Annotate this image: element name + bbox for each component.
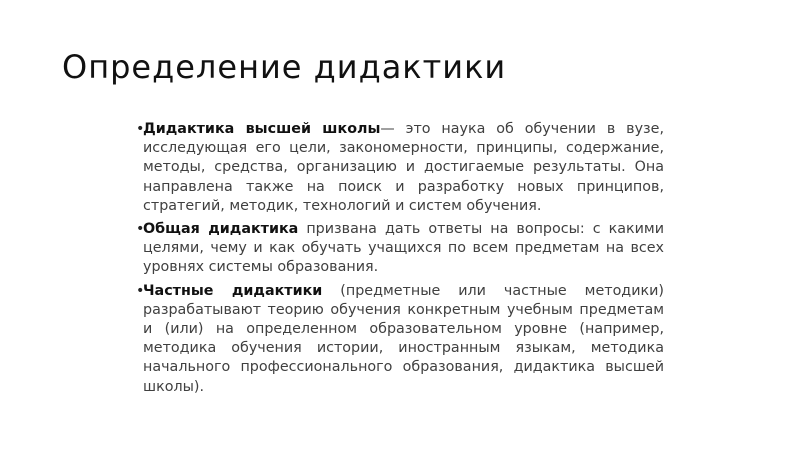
- bullet-higher-school-didactics: [136, 120, 664, 216]
- bullet-particular-didactics: [136, 282, 664, 397]
- bullet-general-didactics: [136, 220, 664, 278]
- bullet-text: (предметные или частные методики) разрабатывают теорию обучения конкретным учебным предметам и (или) на определенном образовательном уровне (например, методика обучения истории, иностранным языкам, методика начального профессионального образования, дидактика высшей школы).: [143, 282, 664, 395]
- slide-title: Определение дидактики: [62, 48, 507, 86]
- bullet-marker: •: [136, 221, 145, 238]
- bullet-text: призвана дать ответы на вопросы: с какими целями, чему и как обучать учащихся по всем предметам на всех уровнях системы образования.: [143, 221, 664, 276]
- bullet-term: Общая дидактика: [143, 221, 299, 238]
- bullet-marker: •: [136, 121, 145, 137]
- bullet-marker: •: [136, 282, 145, 299]
- slide-content: [136, 120, 664, 401]
- bullet-term: Дидактика высшей школы: [143, 121, 381, 137]
- bullet-term: Частные дидактики: [143, 282, 323, 299]
- bullet-text: — это наука об обучении в вузе, исследующая его цели, закономерности, принципы, содержание, методы, средства, организацию и достигаемые результаты. Она направлена также на поиск и разработку новых принципов, стратегий, методик, технологий и систем обучения.: [143, 121, 664, 214]
